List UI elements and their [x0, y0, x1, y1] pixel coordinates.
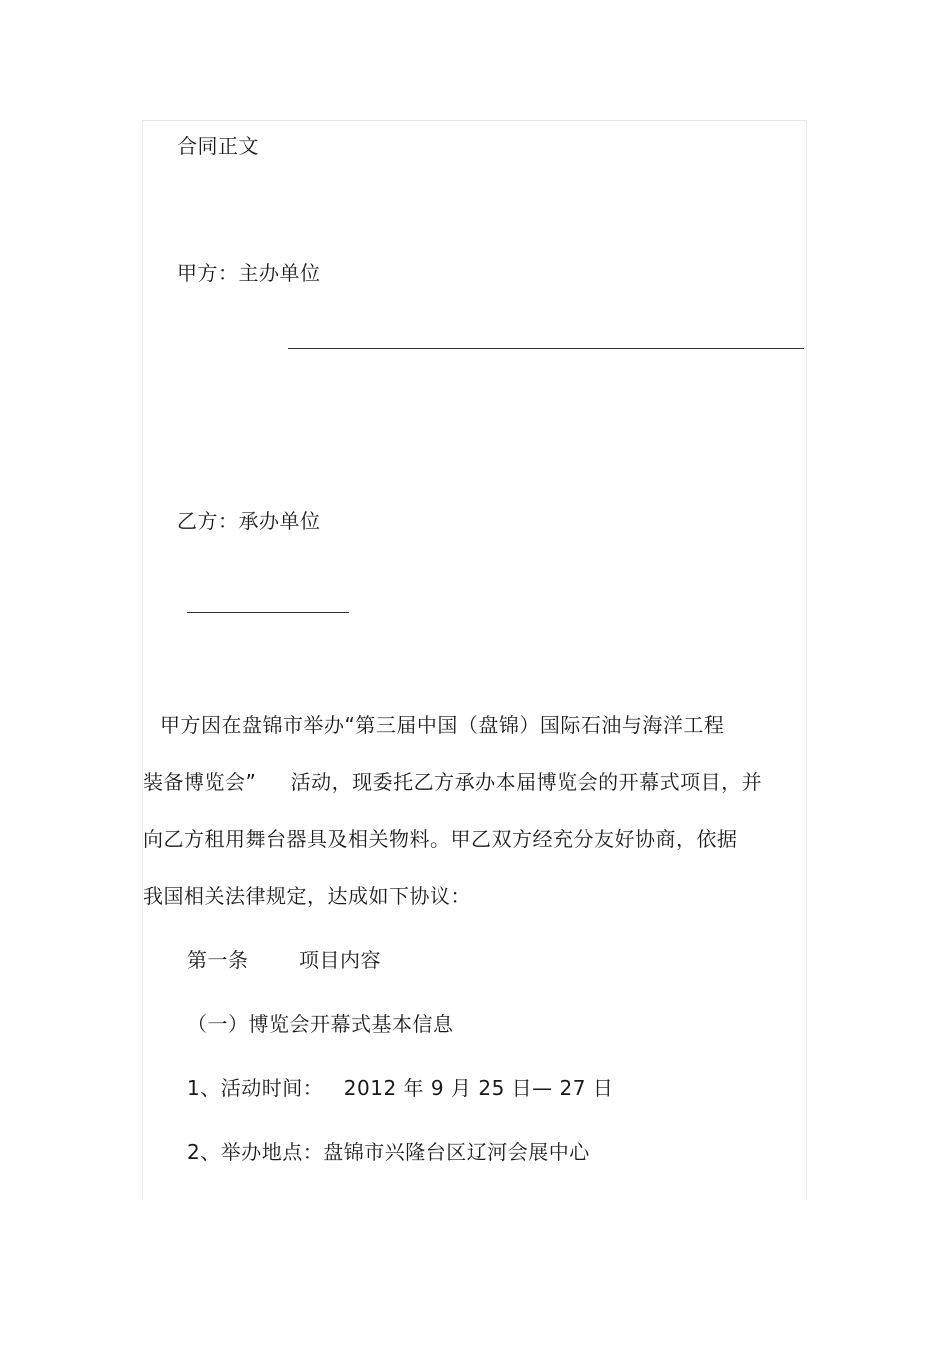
- section-1-heading: （一）博览会开幕式基本信息: [187, 1012, 454, 1036]
- item-venue: 2、举办地点：盘锦市兴隆台区辽河会展中心: [187, 1140, 590, 1164]
- party-b-label: 乙方：承办单位: [177, 509, 321, 533]
- party-a-blank-line: [288, 348, 804, 349]
- preamble-line-4: 我国相关法律规定，达成如下协议：: [143, 884, 471, 908]
- preamble-line-3: 向乙方租用舞台器具及相关物料。甲乙双方经充分友好协商，依据: [143, 827, 738, 851]
- preamble-line-2: 装备博览会” 活动，现委托乙方承办本届博览会的开幕式项目，并: [143, 770, 763, 794]
- party-b-blank-line: [187, 612, 349, 613]
- article-1-number: 第一条: [187, 948, 249, 972]
- party-a-label: 甲方：主办单位: [177, 261, 321, 285]
- preamble-line-1: 甲方因在盘锦市举办“第三届中国（盘锦）国际石油与海洋工程: [160, 713, 725, 737]
- article-1-title: 项目内容: [299, 948, 381, 972]
- document-title: 合同正文: [177, 134, 259, 158]
- item-activity-time: 1、活动时间： 2012 年 9 月 25 日— 27 日: [187, 1076, 614, 1100]
